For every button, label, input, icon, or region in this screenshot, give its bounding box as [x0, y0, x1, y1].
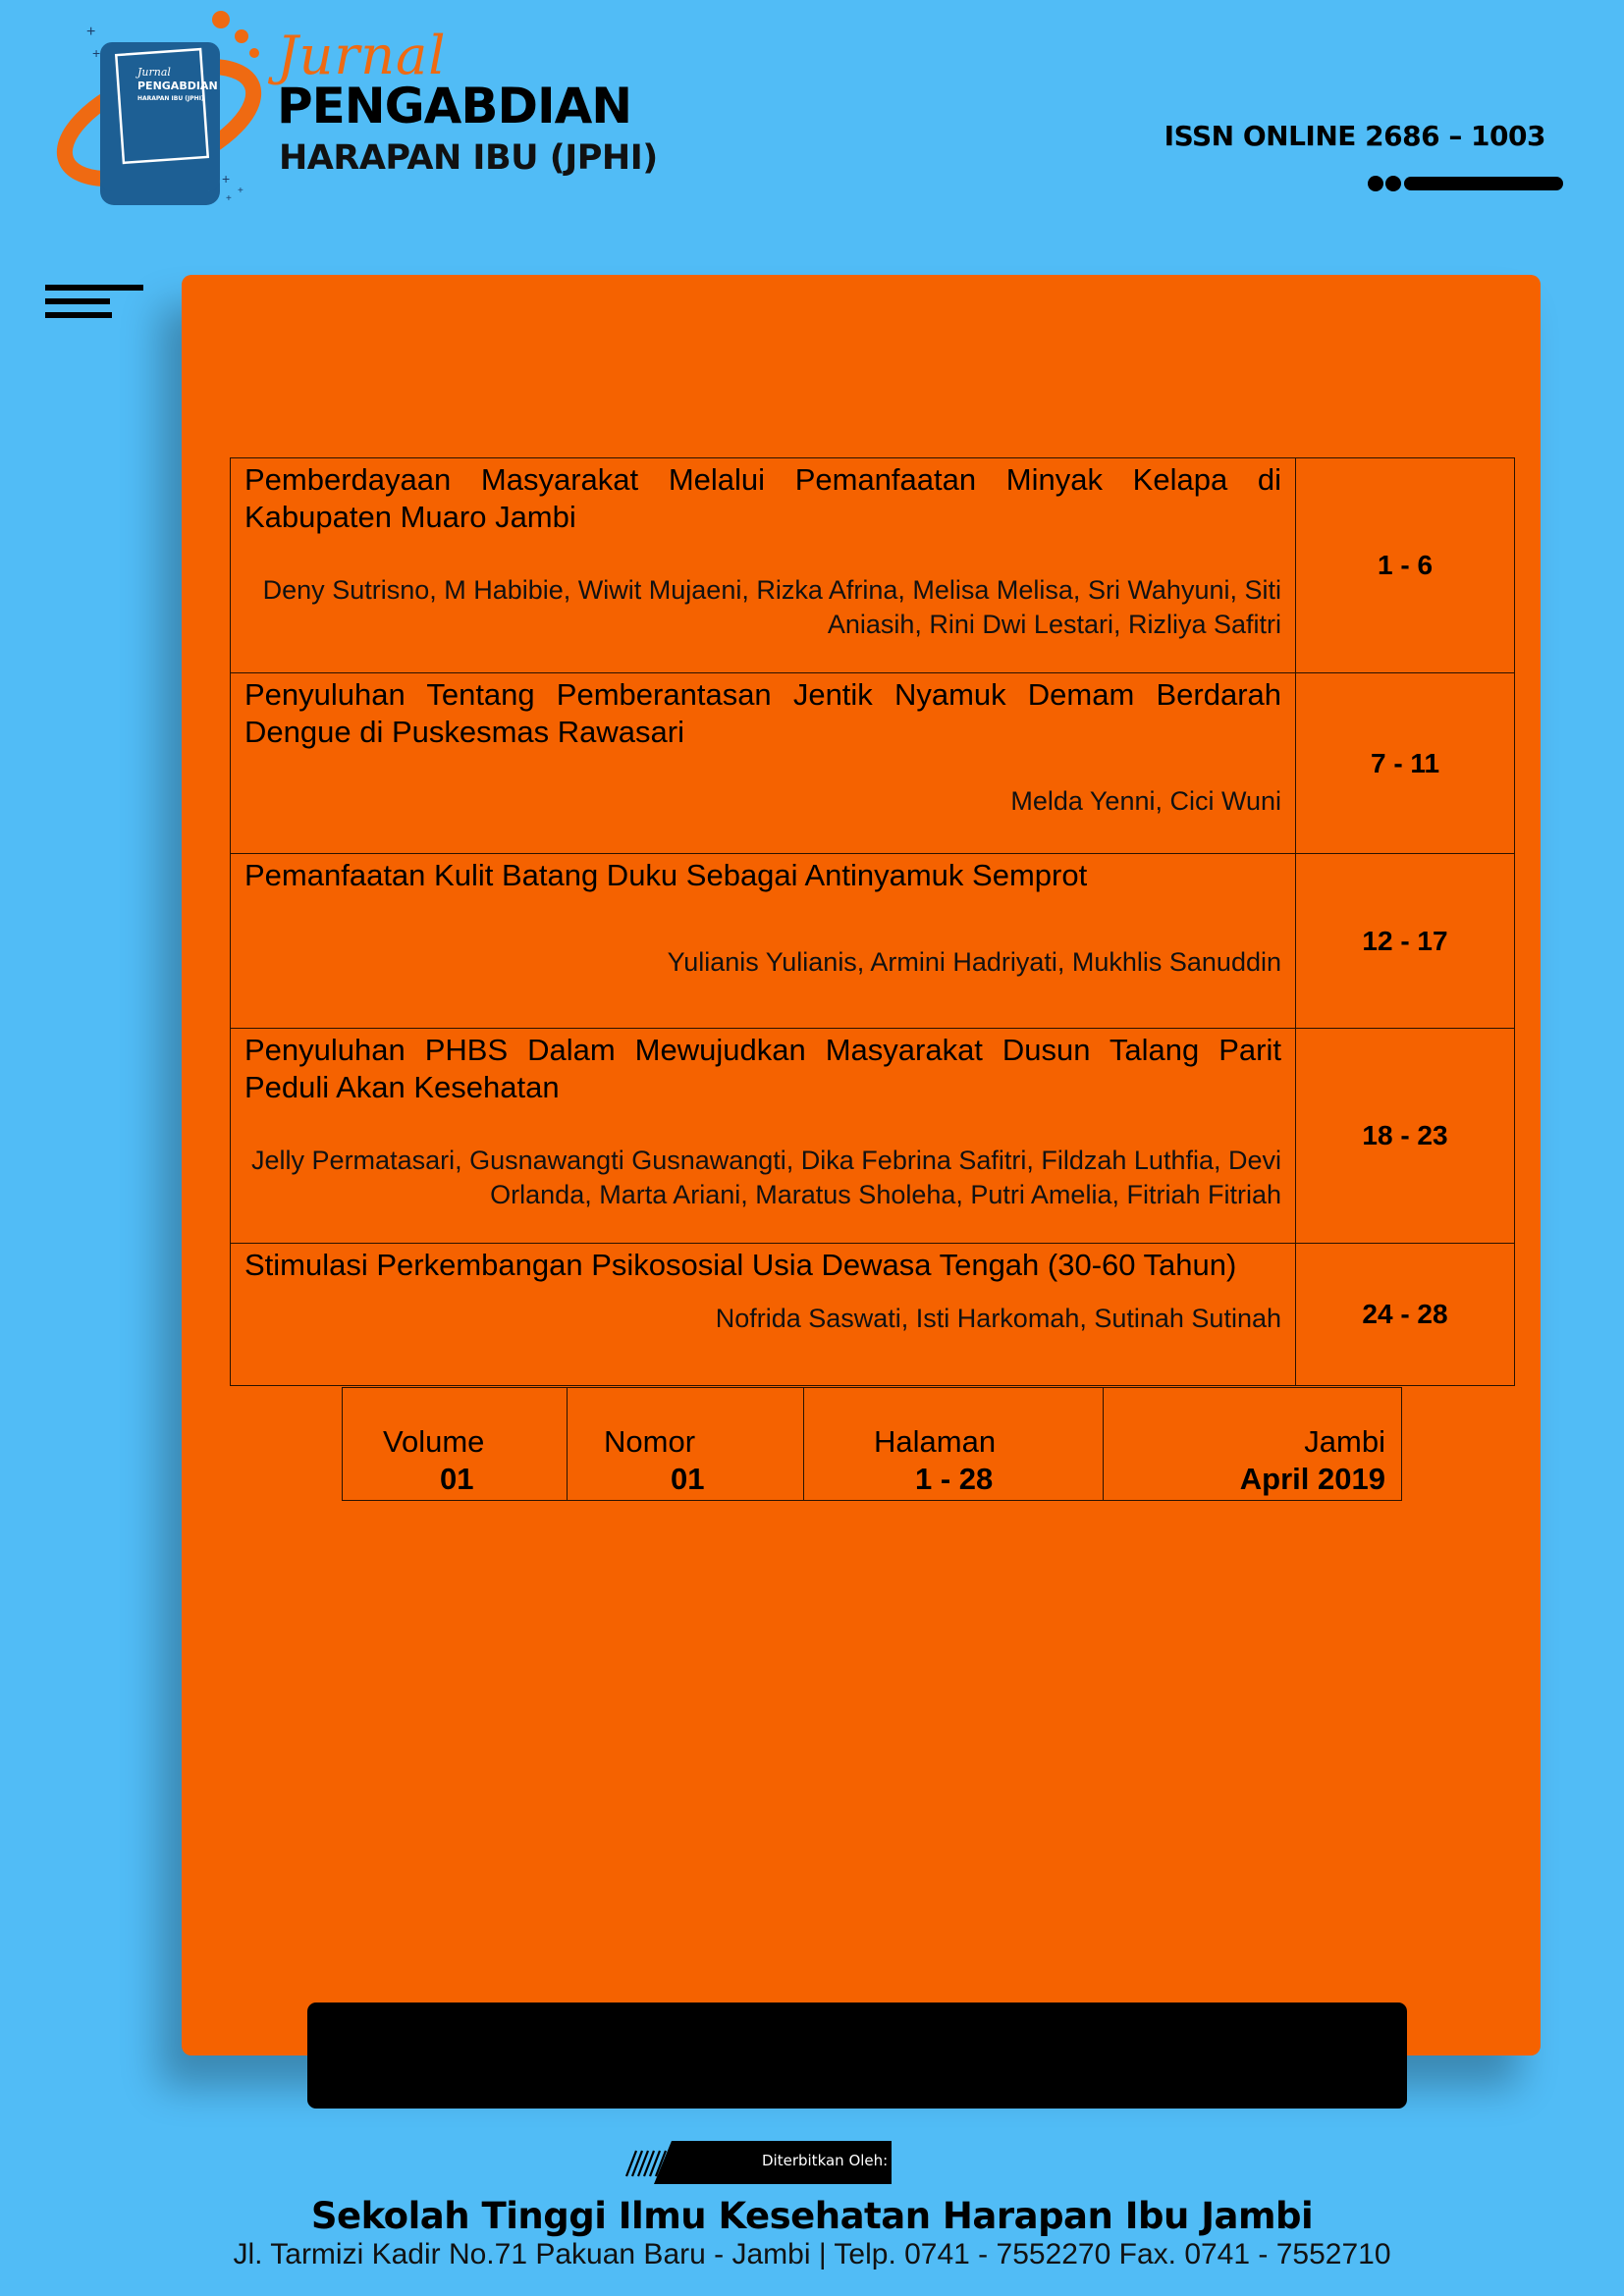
halaman-cell	[804, 1388, 1104, 1501]
logo-jurnal-text: Jurnal	[277, 25, 447, 86]
article-title: Penyuluhan PHBS Dalam Mewujudkan Masyarakat Dusun Talang Parit Peduli Akan Kesehatan	[244, 1033, 1281, 1104]
article-cell	[231, 1029, 1296, 1244]
volume-cell	[343, 1388, 568, 1501]
table-row	[231, 1029, 1515, 1244]
volume-label: Volume	[383, 1424, 485, 1459]
halaman-value: 1 - 28	[915, 1462, 994, 1496]
svg-text:+: +	[222, 171, 231, 187]
book-logo-icon	[49, 5, 285, 211]
article-pages: 24 - 28	[1296, 1244, 1515, 1386]
table-row	[231, 1244, 1515, 1386]
black-banner	[307, 2002, 1407, 2109]
article-pages: 12 - 17	[1296, 854, 1515, 1029]
lines-decoration	[45, 285, 143, 320]
article-title: Penyuluhan Tentang Pemberantasan Jentik Nyamuk Demam Berdarah Dengue di Puskesmas Rawasari	[244, 677, 1281, 749]
article-authors: Jelly Permatasari, Gusnawangti Gusnawangti, Dika Febrina Safitri, Fildzah Luthfia, Devi Orlanda, Marta Ariani, Maratus Sholeha, Putri Amelia, Fitriah Fitriah	[251, 1146, 1281, 1209]
institution-name: Sekolah Tinggi Ilmu Kesehatan Harapan Ibu Jambi	[310, 2195, 1314, 2237]
table-row	[231, 854, 1515, 1029]
place-date-cell	[1104, 1388, 1402, 1501]
place-label: Jambi	[1304, 1424, 1385, 1459]
volume-value: 01	[440, 1462, 474, 1496]
dots-bar-decoration	[1367, 175, 1563, 192]
article-authors: Deny Sutrisno, M Habibie, Wiwit Mujaeni, Rizka Afrina, Melisa Melisa, Sri Wahyuni, Siti Aniasih, Rini Dwi Lestari, Rizliya Safitri	[262, 575, 1281, 639]
institution-address: Jl. Tarmizi Kadir No.71 Pakuan Baru - Jambi | Telp. 0741 - 7552270 Fax. 0741 - 7552710	[233, 2238, 1391, 2270]
article-pages: 18 - 23	[1296, 1029, 1515, 1244]
svg-text:+: +	[86, 24, 96, 40]
nomor-label: Nomor	[604, 1424, 696, 1459]
halaman-label: Halaman	[874, 1424, 997, 1459]
nomor-cell	[568, 1388, 804, 1501]
issue-info-table	[342, 1387, 1402, 1501]
logo-title: PENGABDIAN	[277, 78, 632, 134]
svg-text:+: +	[226, 193, 232, 204]
article-cell	[231, 673, 1296, 854]
articles-table	[230, 457, 1515, 1386]
logo-book-text-2: PENGABDIAN	[137, 80, 218, 92]
table-row	[231, 458, 1515, 673]
journal-logo	[49, 5, 677, 211]
article-cell	[231, 1244, 1296, 1386]
published-by-label: Diterbitkan Oleh:	[762, 2152, 889, 2169]
article-cell	[231, 458, 1296, 673]
article-authors: Melda Yenni, Cici Wuni	[1010, 786, 1281, 816]
article-title: Pemberdayaan Masyarakat Melalui Pemanfaatan Minyak Kelapa di Kabupaten Muaro Jambi	[244, 462, 1281, 534]
article-title: Pemanfaatan Kulit Batang Duku Sebagai Antinyamuk Semprot	[244, 858, 1088, 892]
nomor-value: 01	[671, 1462, 705, 1496]
logo-book-text-1: Jurnal	[137, 66, 171, 79]
svg-text:+: +	[238, 186, 244, 196]
issn-label: ISSN ONLINE 2686 – 1003	[1164, 120, 1545, 152]
article-authors: Nofrida Saswati, Isti Harkomah, Sutinah Sutinah	[715, 1304, 1281, 1333]
issue-date: April 2019	[1239, 1462, 1385, 1496]
article-title: Stimulasi Perkembangan Psikososial Usia Dewasa Tengah (30-60 Tahun)	[244, 1248, 1237, 1282]
table-row	[343, 1388, 1402, 1501]
article-cell	[231, 854, 1296, 1029]
table-row	[231, 673, 1515, 854]
logo-book-text-3: HARAPAN IBU (JPHI)	[137, 95, 204, 102]
article-pages: 7 - 11	[1296, 673, 1515, 854]
article-authors: Yulianis Yulianis, Armini Hadriyati, Mukhlis Sanuddin	[667, 947, 1281, 977]
logo-subtitle: HARAPAN IBU (JPHI)	[279, 138, 658, 178]
article-pages: 1 - 6	[1296, 458, 1515, 673]
svg-text:+: +	[92, 45, 101, 61]
